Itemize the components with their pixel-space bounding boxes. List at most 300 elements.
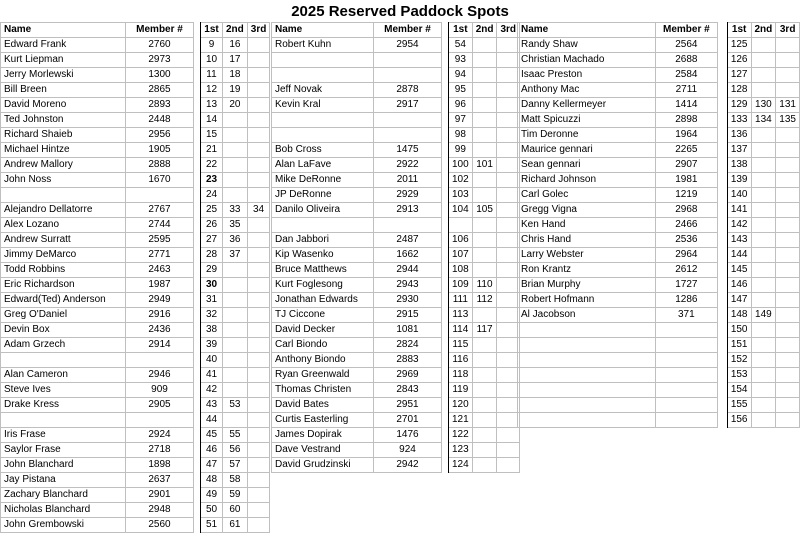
gap-cell — [442, 443, 449, 458]
name-cell: David Decker — [272, 323, 374, 338]
spot-2nd-cell — [751, 383, 776, 398]
table-row — [1, 308, 270, 323]
member-cell: 2951 — [374, 398, 442, 413]
name-cell: Isaac Preston — [518, 68, 656, 83]
col-header-name: Name — [272, 23, 374, 38]
name-cell: Saylor Frase — [1, 443, 126, 458]
spot-1st-cell: 146 — [727, 278, 751, 293]
spot-3rd-cell — [776, 158, 800, 173]
spot-2nd-cell — [472, 188, 497, 203]
spot-2nd-cell — [223, 263, 248, 278]
spot-1st-cell: 30 — [201, 278, 223, 293]
spot-1st-cell: 122 — [449, 428, 473, 443]
spot-2nd-cell — [751, 218, 776, 233]
spot-2nd-cell: 37 — [223, 248, 248, 263]
spot-3rd-cell — [776, 353, 800, 368]
spot-3rd-cell — [776, 173, 800, 188]
table-row — [1, 218, 270, 233]
spot-3rd-cell — [776, 413, 800, 428]
spot-1st-cell: 139 — [727, 173, 751, 188]
gap-cell — [194, 398, 201, 413]
spot-1st-cell: 144 — [727, 248, 751, 263]
col-header-3rd: 3rd — [776, 23, 800, 38]
member-cell: 2487 — [374, 233, 442, 248]
name-cell: Tim Deronne — [518, 128, 656, 143]
member-cell — [374, 218, 442, 233]
member-cell: 2913 — [374, 203, 442, 218]
spot-3rd-cell — [247, 68, 270, 83]
name-cell: Christian Machado — [518, 53, 656, 68]
table-row — [272, 323, 520, 338]
spot-1st-cell: 43 — [201, 398, 223, 413]
table-row — [518, 113, 800, 128]
spot-1st-cell: 14 — [201, 113, 223, 128]
gap-cell — [194, 413, 201, 428]
table-row — [1, 353, 270, 368]
table-row — [1, 203, 270, 218]
name-cell: Adam Grzech — [1, 338, 126, 353]
spot-1st-cell: 93 — [449, 53, 473, 68]
spot-3rd-cell — [776, 218, 800, 233]
gap-cell — [717, 308, 727, 323]
name-cell: Jeff Novak — [272, 83, 374, 98]
gap-cell — [717, 398, 727, 413]
member-cell — [374, 68, 442, 83]
gap-cell — [717, 368, 727, 383]
gap-cell — [717, 83, 727, 98]
gap-cell — [717, 203, 727, 218]
spot-1st-cell: 128 — [727, 83, 751, 98]
spot-3rd-cell — [497, 458, 520, 473]
table-row — [272, 458, 520, 473]
gap-cell — [194, 113, 201, 128]
gap-cell — [717, 383, 727, 398]
spot-3rd-cell — [247, 488, 270, 503]
spot-3rd-cell — [776, 263, 800, 278]
member-cell: 909 — [126, 383, 194, 398]
member-cell: 2595 — [126, 233, 194, 248]
member-cell — [126, 353, 194, 368]
table-row — [518, 293, 800, 308]
table-row — [1, 83, 270, 98]
spot-1st-cell — [449, 218, 473, 233]
spot-2nd-cell — [751, 188, 776, 203]
member-cell: 2946 — [126, 368, 194, 383]
gap-cell — [442, 293, 449, 308]
spot-2nd-cell: 57 — [223, 458, 248, 473]
spot-3rd-cell — [247, 368, 270, 383]
table-row — [272, 173, 520, 188]
member-cell: 1286 — [655, 293, 717, 308]
name-cell — [272, 68, 374, 83]
gap-cell — [442, 458, 449, 473]
table-row — [518, 83, 800, 98]
name-cell: Kevin Kral — [272, 98, 374, 113]
gap-cell — [194, 293, 201, 308]
name-cell — [1, 413, 126, 428]
spot-3rd-cell — [776, 38, 800, 53]
spot-3rd-cell — [247, 38, 270, 53]
spot-2nd-cell: 53 — [223, 398, 248, 413]
table-row — [1, 413, 270, 428]
spot-3rd-cell — [776, 68, 800, 83]
gap-cell — [442, 158, 449, 173]
spot-1st-cell: 111 — [449, 293, 473, 308]
table-row — [1, 233, 270, 248]
spot-2nd-cell — [223, 173, 248, 188]
gap-cell — [194, 338, 201, 353]
spot-3rd-cell — [497, 428, 520, 443]
gap-cell — [442, 113, 449, 128]
spot-2nd-cell — [472, 113, 497, 128]
gap-cell — [194, 68, 201, 83]
spot-1st-cell: 121 — [449, 413, 473, 428]
name-cell — [518, 323, 656, 338]
gap-cell — [194, 128, 201, 143]
name-cell: Nicholas Blanchard — [1, 503, 126, 518]
name-cell: TJ Ciccone — [272, 308, 374, 323]
name-cell: JP DeRonne — [272, 188, 374, 203]
gap-cell — [194, 383, 201, 398]
gap-cell — [194, 473, 201, 488]
spot-1st-cell: 38 — [201, 323, 223, 338]
spot-2nd-cell: 101 — [472, 158, 497, 173]
spot-3rd-cell — [247, 503, 270, 518]
table-row — [1, 278, 270, 293]
spot-2nd-cell — [472, 443, 497, 458]
name-cell — [518, 398, 656, 413]
name-cell — [518, 383, 656, 398]
gap-cell — [717, 248, 727, 263]
member-cell: 2436 — [126, 323, 194, 338]
spot-3rd-cell — [247, 248, 270, 263]
spot-1st-cell: 108 — [449, 263, 473, 278]
gap-cell — [442, 428, 449, 443]
spot-1st-cell: 98 — [449, 128, 473, 143]
spot-3rd-cell — [776, 293, 800, 308]
col-header-2nd: 2nd — [472, 23, 497, 38]
gap-cell — [194, 158, 201, 173]
table-row — [1, 188, 270, 203]
spot-2nd-cell — [472, 428, 497, 443]
table-row — [272, 128, 520, 143]
gap-cell — [194, 458, 201, 473]
table-row — [272, 383, 520, 398]
table-row — [272, 203, 520, 218]
table-row — [272, 413, 520, 428]
spot-2nd-cell — [751, 83, 776, 98]
member-cell: 2865 — [126, 83, 194, 98]
name-cell — [518, 353, 656, 368]
gap-cell — [717, 53, 727, 68]
name-cell — [1, 353, 126, 368]
spot-2nd-cell — [472, 458, 497, 473]
spot-3rd-cell — [776, 383, 800, 398]
name-cell: Alex Lozano — [1, 218, 126, 233]
col-gap — [194, 23, 201, 38]
table-row — [1, 368, 270, 383]
spot-3rd-cell — [247, 278, 270, 293]
col-header-name: Name — [518, 23, 656, 38]
gap-cell — [442, 53, 449, 68]
table-row — [518, 338, 800, 353]
name-cell: Al Jacobson — [518, 308, 656, 323]
spot-1st-cell: 150 — [727, 323, 751, 338]
table-row — [272, 428, 520, 443]
table-row — [1, 158, 270, 173]
spot-2nd-cell: 17 — [223, 53, 248, 68]
spot-1st-cell: 138 — [727, 158, 751, 173]
gap-cell — [194, 98, 201, 113]
member-cell: 2915 — [374, 308, 442, 323]
spot-1st-cell: 104 — [449, 203, 473, 218]
name-cell: Devin Box — [1, 323, 126, 338]
member-cell: 2949 — [126, 293, 194, 308]
member-cell: 2893 — [126, 98, 194, 113]
gap-cell — [442, 338, 449, 353]
table-row — [272, 353, 520, 368]
spot-1st-cell: 32 — [201, 308, 223, 323]
gap-cell — [194, 488, 201, 503]
name-cell: Alan Cameron — [1, 368, 126, 383]
spot-3rd-cell — [776, 188, 800, 203]
table-row — [272, 143, 520, 158]
spot-1st-cell: 24 — [201, 188, 223, 203]
gap-cell — [194, 203, 201, 218]
spot-1st-cell: 48 — [201, 473, 223, 488]
spot-3rd-cell — [247, 128, 270, 143]
spot-1st-cell: 156 — [727, 413, 751, 428]
table-row — [272, 188, 520, 203]
name-cell — [272, 113, 374, 128]
gap-cell — [194, 218, 201, 233]
member-cell — [655, 398, 717, 413]
spot-1st-cell: 145 — [727, 263, 751, 278]
spot-2nd-cell — [223, 353, 248, 368]
spot-3rd-cell — [247, 458, 270, 473]
gap-cell — [194, 173, 201, 188]
spot-3rd-cell — [247, 323, 270, 338]
spot-2nd-cell — [751, 248, 776, 263]
spot-1st-cell: 114 — [449, 323, 473, 338]
name-cell: Richard Shaieb — [1, 128, 126, 143]
spot-2nd-cell: 130 — [751, 98, 776, 113]
spot-3rd-cell — [247, 398, 270, 413]
table-row — [518, 413, 800, 428]
gap-cell — [194, 233, 201, 248]
spot-3rd-cell — [776, 233, 800, 248]
member-cell — [126, 188, 194, 203]
spot-2nd-cell — [751, 53, 776, 68]
spot-1st-cell: 11 — [201, 68, 223, 83]
spot-3rd-cell — [247, 383, 270, 398]
spot-2nd-cell: 134 — [751, 113, 776, 128]
spot-1st-cell: 115 — [449, 338, 473, 353]
table-row — [1, 143, 270, 158]
name-cell: Edward Frank — [1, 38, 126, 53]
spot-2nd-cell — [223, 278, 248, 293]
table-row — [1, 383, 270, 398]
table-row — [272, 53, 520, 68]
name-cell: Curtis Easterling — [272, 413, 374, 428]
sheet-title: 2025 Reserved Paddock Spots — [291, 3, 509, 20]
spot-3rd-cell — [247, 53, 270, 68]
spot-2nd-cell — [751, 398, 776, 413]
name-cell: Zachary Blanchard — [1, 488, 126, 503]
spot-1st-cell: 143 — [727, 233, 751, 248]
table-row — [518, 98, 800, 113]
spot-1st-cell: 147 — [727, 293, 751, 308]
spot-3rd-cell — [247, 443, 270, 458]
spot-2nd-cell — [751, 203, 776, 218]
spot-3rd-cell — [776, 323, 800, 338]
spot-2nd-cell: 61 — [223, 518, 248, 533]
name-cell: Kip Wasenko — [272, 248, 374, 263]
gap-cell — [194, 443, 201, 458]
member-cell: 1414 — [655, 98, 717, 113]
table-row — [272, 83, 520, 98]
name-cell: Greg O'Daniel — [1, 308, 126, 323]
name-cell: Eric Richardson — [1, 278, 126, 293]
member-cell: 1898 — [126, 458, 194, 473]
spot-2nd-cell — [472, 263, 497, 278]
gap-cell — [717, 413, 727, 428]
gap-cell — [442, 398, 449, 413]
spot-1st-cell: 13 — [201, 98, 223, 113]
spot-2nd-cell — [751, 158, 776, 173]
table-row — [518, 398, 800, 413]
spot-3rd-cell — [247, 158, 270, 173]
table-row — [1, 473, 270, 488]
gap-cell — [442, 173, 449, 188]
member-cell: 2916 — [126, 308, 194, 323]
spot-3rd-cell — [776, 53, 800, 68]
table-row — [518, 68, 800, 83]
table-row — [518, 233, 800, 248]
spot-3rd-cell — [247, 188, 270, 203]
table-row — [1, 248, 270, 263]
col-header-2nd: 2nd — [751, 23, 776, 38]
spot-1st-cell: 23 — [201, 173, 223, 188]
table-row — [272, 98, 520, 113]
table-row — [518, 383, 800, 398]
member-cell: 1981 — [655, 173, 717, 188]
member-cell: 2907 — [655, 158, 717, 173]
spot-3rd-cell — [247, 413, 270, 428]
spot-3rd-cell — [247, 353, 270, 368]
member-cell: 1964 — [655, 128, 717, 143]
gap-cell — [717, 323, 727, 338]
member-cell: 2612 — [655, 263, 717, 278]
member-cell: 1476 — [374, 428, 442, 443]
spot-3rd-cell — [776, 338, 800, 353]
member-cell: 2917 — [374, 98, 442, 113]
col-header-1st: 1st — [201, 23, 223, 38]
spot-1st-cell: 141 — [727, 203, 751, 218]
name-cell: Iris Frase — [1, 428, 126, 443]
spot-3rd-cell: 34 — [247, 203, 270, 218]
member-cell: 2701 — [374, 413, 442, 428]
name-cell: Ken Hand — [518, 218, 656, 233]
member-cell — [126, 413, 194, 428]
spot-2nd-cell: 16 — [223, 38, 248, 53]
table-row — [518, 353, 800, 368]
spot-2nd-cell — [472, 233, 497, 248]
member-cell: 2964 — [655, 248, 717, 263]
spot-2nd-cell — [751, 368, 776, 383]
spot-3rd-cell: 135 — [776, 113, 800, 128]
table-row — [272, 398, 520, 413]
col-header-1st: 1st — [727, 23, 751, 38]
spot-1st-cell: 136 — [727, 128, 751, 143]
member-cell: 2968 — [655, 203, 717, 218]
member-cell — [655, 368, 717, 383]
spot-2nd-cell: 59 — [223, 488, 248, 503]
table-row — [518, 308, 800, 323]
spot-3rd-cell: 131 — [776, 98, 800, 113]
gap-cell — [717, 113, 727, 128]
table-row — [1, 98, 270, 113]
gap-cell — [194, 503, 201, 518]
name-cell: Ted Johnston — [1, 113, 126, 128]
name-cell: Jimmy DeMarco — [1, 248, 126, 263]
name-cell: Chris Hand — [518, 233, 656, 248]
spot-1st-cell: 119 — [449, 383, 473, 398]
member-cell: 2824 — [374, 338, 442, 353]
spot-1st-cell: 44 — [201, 413, 223, 428]
member-cell: 2924 — [126, 428, 194, 443]
spot-2nd-cell — [751, 323, 776, 338]
member-cell: 2914 — [126, 338, 194, 353]
gap-cell — [194, 188, 201, 203]
name-cell: Sean gennari — [518, 158, 656, 173]
name-cell — [1, 188, 126, 203]
member-cell: 2564 — [655, 38, 717, 53]
spot-1st-cell: 148 — [727, 308, 751, 323]
spot-2nd-cell: 58 — [223, 473, 248, 488]
spot-2nd-cell — [472, 413, 497, 428]
gap-cell — [442, 38, 449, 53]
member-cell — [655, 383, 717, 398]
member-cell: 2942 — [374, 458, 442, 473]
spot-1st-cell: 116 — [449, 353, 473, 368]
spot-1st-cell: 103 — [449, 188, 473, 203]
member-cell: 2969 — [374, 368, 442, 383]
spot-1st-cell: 123 — [449, 443, 473, 458]
spot-3rd-cell — [247, 338, 270, 353]
table-row — [1, 323, 270, 338]
spot-1st-cell: 106 — [449, 233, 473, 248]
gap-cell — [194, 353, 201, 368]
member-cell: 2956 — [126, 128, 194, 143]
gap-cell — [194, 143, 201, 158]
spot-1st-cell: 21 — [201, 143, 223, 158]
member-cell: 2901 — [126, 488, 194, 503]
name-cell: Robert Kuhn — [272, 38, 374, 53]
spot-1st-cell: 27 — [201, 233, 223, 248]
spot-2nd-cell: 35 — [223, 218, 248, 233]
gap-cell — [717, 158, 727, 173]
member-cell: 2930 — [374, 293, 442, 308]
name-cell: Randy Shaw — [518, 38, 656, 53]
member-cell: 2943 — [374, 278, 442, 293]
gap-cell — [194, 278, 201, 293]
col-header-3rd: 3rd — [247, 23, 270, 38]
table-row — [272, 443, 520, 458]
spot-2nd-cell — [472, 53, 497, 68]
spot-2nd-cell — [751, 353, 776, 368]
name-cell — [272, 218, 374, 233]
